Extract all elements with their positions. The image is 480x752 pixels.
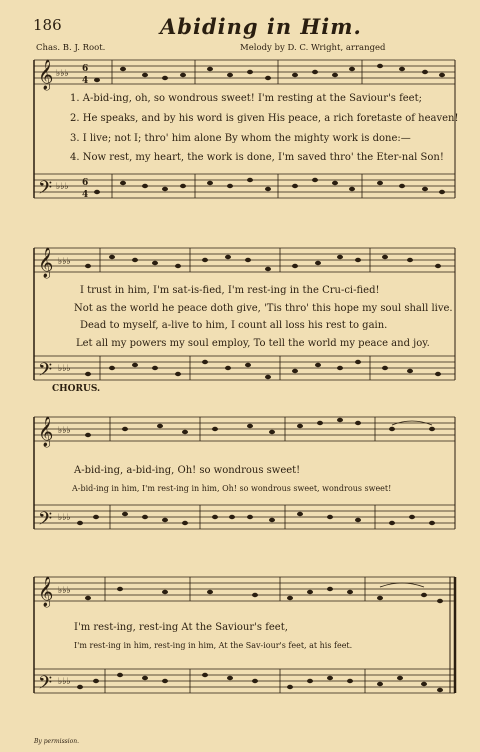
svg-text:𝄢: 𝄢	[38, 673, 53, 698]
svg-text:♭♭♭: ♭♭♭	[58, 426, 71, 436]
svg-text:6: 6	[82, 178, 89, 188]
bass-staff-1	[34, 174, 455, 198]
svg-text:6: 6	[82, 64, 89, 74]
svg-text:♭♭♭: ♭♭♭	[58, 513, 71, 523]
svg-text:𝄢: 𝄢	[38, 178, 53, 203]
permission-footnote: By permission.	[34, 738, 80, 745]
stanza-1-line-a: 1. A-bid-ing, oh, so wondrous sweet! I'm resting at the Saviour's feet;	[70, 93, 422, 104]
svg-text:𝄢: 𝄢	[38, 360, 53, 385]
hymn-title: Abiding in Him.	[160, 14, 362, 39]
svg-text:𝄞: 𝄞	[38, 248, 54, 278]
svg-text:𝄢: 𝄢	[38, 509, 53, 534]
stanza-3-line-b: Dead to myself, a-live to him, I count all loss his rest to gain.	[80, 320, 388, 331]
stanza-1-line-b: I trust in him, I'm sat-is-fied, I'm rest-ing in the Cru-ci-fied!	[80, 285, 380, 296]
page-number: 186	[33, 16, 62, 34]
chorus-line-2-bass: I'm rest-ing in him, rest-ing in him, At the Sav-iour's feet, at his feet.	[74, 641, 353, 650]
chorus-label: CHORUS.	[52, 384, 101, 394]
svg-text:♭♭♭: ♭♭♭	[58, 257, 71, 267]
svg-text:♭♭♭: ♭♭♭	[56, 182, 69, 192]
stanza-2-line-b: Not as the world he peace doth give, 'Tis thro' this hope my soul shall live.	[74, 303, 453, 314]
svg-text:4: 4	[82, 76, 89, 86]
stanza-3-line-a: 3. I live; not I; thro' him alone By whom the mighty work is done:—	[70, 133, 411, 144]
music-system-2	[0, 238, 480, 398]
svg-text:𝄞: 𝄞	[38, 60, 54, 90]
music-system-4	[0, 565, 480, 735]
chorus-line-1-bass: A-bid-ing in him, I'm rest-ing in him, Oh! so wondrous sweet, wondrous sweet!	[72, 484, 392, 493]
svg-text:♭♭♭: ♭♭♭	[58, 586, 71, 596]
svg-text:4: 4	[82, 190, 89, 200]
stanza-4-line-b: Let all my powers my soul employ, To tell the world my peace and joy.	[76, 338, 430, 349]
svg-text:𝄞: 𝄞	[38, 577, 54, 607]
chorus-line-2-treble: I'm rest-ing, rest-ing At the Saviour's feet,	[74, 622, 288, 633]
svg-text:♭♭♭: ♭♭♭	[56, 69, 69, 79]
music-system-1	[0, 56, 480, 236]
stanza-2-line-a: 2. He speaks, and by his word is given His peace, a rich foretaste of heaven!	[70, 113, 459, 124]
chorus-line-1-treble: A-bid-ing, a-bid-ing, Oh! so wondrous sweet!	[74, 465, 301, 476]
melody-credit: Melody by D. C. Wright, arranged	[240, 43, 386, 53]
composer-credit: Chas. B. J. Root.	[36, 43, 106, 53]
svg-text:♭♭♭: ♭♭♭	[58, 677, 71, 687]
stanza-4-line-a: 4. Now rest, my heart, the work is done, I'm saved thro' the Eter-nal Son!	[70, 152, 444, 163]
svg-text:𝄞: 𝄞	[38, 417, 54, 447]
svg-text:♭♭♭: ♭♭♭	[58, 364, 71, 374]
